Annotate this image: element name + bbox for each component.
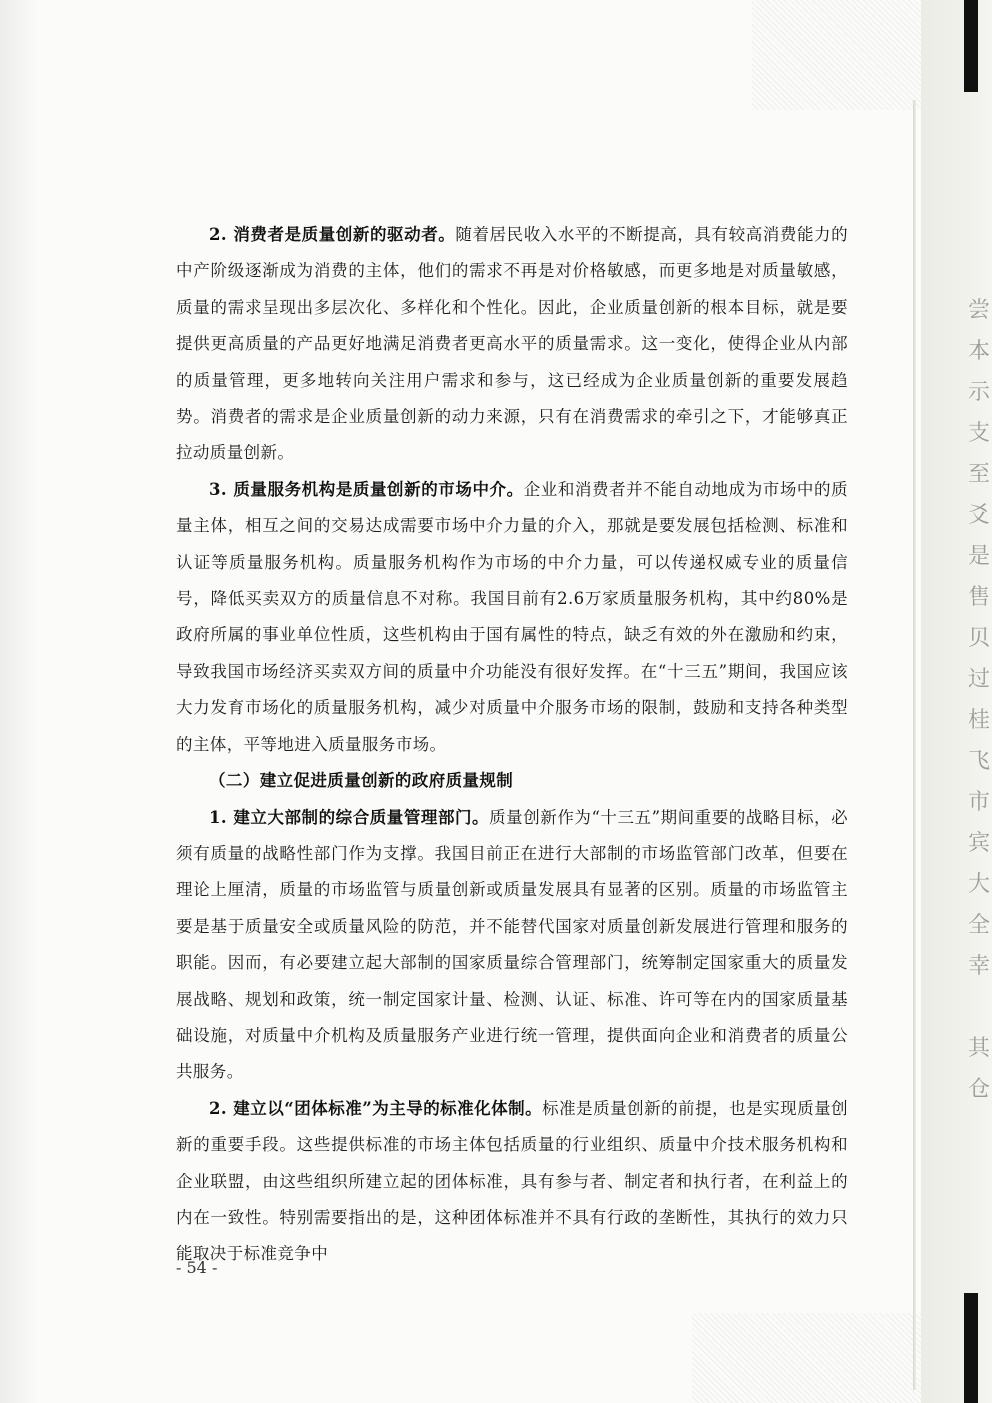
adjacent-page-char: 桂 <box>968 708 991 733</box>
adjacent-page-char: 至 <box>968 462 991 487</box>
paragraph-group-standards <box>176 1091 848 1273</box>
scan-shadow-left <box>0 0 40 1403</box>
adjacent-page-char: 市 <box>968 790 991 815</box>
paragraph-lead: 2. 消费者是质量创新的驱动者。 <box>209 225 456 244</box>
adjacent-page-char: 是 <box>968 544 991 569</box>
adjacent-page-char: 支 <box>968 421 991 446</box>
page-fold-line <box>913 100 916 1390</box>
paragraph-lead: 2. 建立以“团体标准”为主导的标准化体制。 <box>209 1098 543 1118</box>
adjacent-page-char <box>968 987 988 1028</box>
paragraph-service-intermediary <box>176 472 848 763</box>
adjacent-page-char: 全 <box>968 913 991 938</box>
adjacent-page-char: 幸 <box>968 954 991 979</box>
adjacent-page-char: 宾 <box>968 831 991 856</box>
adjacent-page-char: 本 <box>968 339 991 364</box>
adjacent-page-characters <box>968 290 991 1110</box>
adjacent-page-char: 大 <box>968 872 991 897</box>
scanner-border-bottom <box>964 1293 978 1403</box>
page-body <box>176 217 848 1273</box>
scanner-border-top <box>964 0 978 92</box>
adjacent-page-char: 爻 <box>968 503 991 528</box>
paragraph-quality-department <box>176 800 848 1091</box>
paragraph-text: 企业和消费者并不能自动地成为市场中的质量主体，相互之间的交易达成需要市场中介力量的介入，那就是要发展包括检测、标准和认证等质量服务机构。质量服务机构作为市场的中介力量，可以传递权威专业的质量信号，降低买卖双方的质量信息不对称。我国目前有2.6万家质量服务机构，其中约80%是政府所属的事业单位性质，这些机构由于国有属性的特点，缺乏有效的外在激励和约束，导致我国市场经济买卖双方间的质量中介功能没有很好发挥。在“十三五”期间，我国应该大力发育市场化的质量服务机构，减少对质量中介服务市场的限制，鼓励和支持各种类型的主体，平等地进入质量服务市场。 <box>176 479 848 754</box>
paragraph-text: 质量创新作为“十三五”期间重要的战略目标，必须有质量的战略性部门作为支撑。我国目前正在进行大部制的市场监管部门改革，但要在理论上厘清，质量的市场监管与质量创新或质量发展具有显著的区别。质量的市场监管主要是基于质量安全或质量风险的防范，并不能替代国家对质量创新发展进行管理和服务的职能。因而，有必要建立起大部制的国家质量综合管理部门，统筹制定国家重大的质量发展战略、规划和政策，统一制定国家计量、检测、认证、标准、许可等在内的国家质量基础设施，对质量中介机构及质量服务产业进行统一管理，提供面向企业和消费者的质量公共服务。 <box>176 807 849 1082</box>
adjacent-page-char: 示 <box>968 380 991 405</box>
paragraph-text: 随着居民收入水平的不断提高，具有较高消费能力的中产阶级逐渐成为消费的主体，他们的需求不再是对价格敏感，而更多地是对质量敏感，质量的需求呈现出多层次化、多样化和个性化。因此，企业质量创新的根本目标，就是要提供更高质量的产品更好地满足消费者更高水平的质量需求。这一变化，使得企业从内部的质量管理，更多地转向关注用户需求和参与，这已经成为企业质量创新的重要发展趋势。消费者的需求是企业质量创新的动力来源，只有在消费需求的牵引之下，才能够真正拉动质量创新。 <box>176 225 848 463</box>
adjacent-page-char: 贝 <box>968 626 991 651</box>
adjacent-page-char: 尝 <box>968 298 991 323</box>
page-number: - 54 - <box>176 1258 218 1277</box>
adjacent-page-char: 仓 <box>968 1077 991 1102</box>
paragraph-lead: 3. 质量服务机构是质量创新的市场中介。 <box>209 479 524 499</box>
paragraph-consumer-driver <box>176 217 848 472</box>
adjacent-page-char: 飞 <box>968 749 991 774</box>
paragraph-lead: 1. 建立大部制的综合质量管理部门。 <box>209 807 490 827</box>
section-heading: （二）建立促进质量创新的政府质量规制 <box>209 771 514 791</box>
paragraph-text: 标准是质量创新的前提，也是实现质量创新的重要手段。这些提供标准的市场主体包括质量的行业组织、质量中介技术服务机构和企业联盟，由这些组织所建立起的团体标准，具有参与者、制定者和执行者，在利益上的内在一致性。特别需要指出的是，这种团体标准并不具有行政的垄断性，其执行的效力只能取决于标准竞争中 <box>176 1098 848 1264</box>
adjacent-page-char: 其 <box>968 1036 991 1061</box>
adjacent-page-char: 售 <box>968 585 991 610</box>
adjacent-page-char: 过 <box>968 667 991 692</box>
